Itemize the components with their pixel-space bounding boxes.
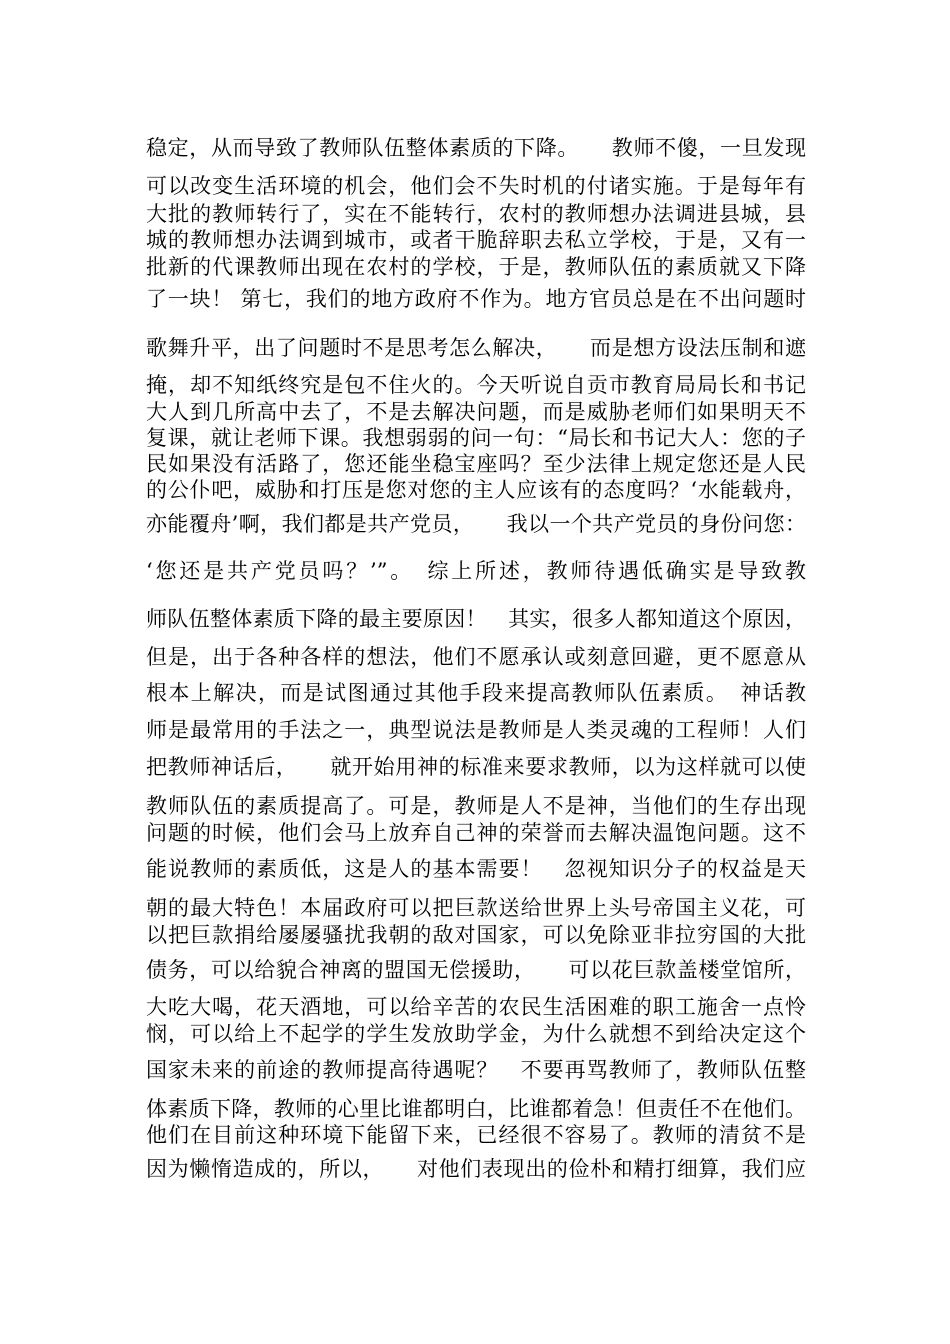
text-line: 大吃大喝，花天酒地，可以给辛苦的农民生活困难的职工施舍一点怜 <box>146 995 806 1019</box>
text-line: 但是，出于各种各样的想法，他们不愿承认或刻意回避，更不愿意从 <box>146 645 806 669</box>
text-line: 民如果没有活路了，您还能坐稳宝座吗？至少法律上规定您还是人民 <box>146 452 806 476</box>
text-line: 大批的教师转行了，实在不能转行，农村的教师想办法调进县城，县 <box>146 202 806 226</box>
text-line: 悯，可以给上不起学的学生发放助学金，为什么就想不到给决定这个 <box>146 1022 806 1046</box>
text-line: 教师队伍的素质提高了。可是，教师是人不是神，当他们的生存出现 <box>146 794 806 818</box>
text-line: 他们在目前这种环境下能留下来，已经很不容易了。教师的清贫不是 <box>146 1123 806 1147</box>
text-line: 能说教师的素质低，这是人的基本需要！ 忽视知识分子的权益是天 <box>146 857 806 881</box>
text-line: 的公仆吧，威胁和打压是您对您的主人应该有的态度吗？‘水能载舟， <box>146 478 806 502</box>
text-line: 可以改变生活环境的机会，他们会不失时机的付诸实施。于是每年有 <box>146 174 806 198</box>
text-line: 债务，可以给貌合神离的盟国无偿援助， 可以花巨款盖楼堂馆所， <box>146 958 806 982</box>
text-line: 大人到几所高中去了，不是去解决问题，而是威胁老师们如果明天不 <box>146 400 806 424</box>
text-line: 根本上解决，而是试图通过其他手段来提高教师队伍素质。 神话教 <box>146 681 806 705</box>
text-line: 亦能覆舟’啊，我们都是共产党员， 我以一个共产党员的身份问您： <box>146 512 806 536</box>
text-line: 以把巨款捐给屡屡骚扰我朝的敌对国家，可以免除亚非拉穷国的大批 <box>146 923 806 947</box>
text-line: 批新的代课教师出现在农村的学校，于是，教师队伍的素质就又下降 <box>146 255 806 279</box>
text-line: 掩，却不知纸终究是包不住火的。今天听说自贡市教育局局长和书记 <box>146 373 806 397</box>
text-line: 把教师神话后， 就开始用神的标准来要求教师，以为这样就可以使 <box>146 755 806 779</box>
text-line: 师是最常用的手法之一，典型说法是教师是人类灵魂的工程师！人们 <box>146 718 806 742</box>
text-line: 朝的最大特色！本届政府可以把巨款送给世界上头号帝国主义花，可 <box>146 896 806 920</box>
text-line: ‘您还是共产党员吗？’”。 综上所述，教师待遇低确实是导致教 <box>146 559 806 583</box>
text-line: 体素质下降，教师的心里比谁都明白，比谁都着急！但责任不在他们。 <box>146 1097 806 1121</box>
text-line: 国家未来的前途的教师提高待遇呢？ 不要再骂教师了，教师队伍整 <box>146 1058 806 1082</box>
text-line: 问题的时候，他们会马上放弃自己神的荣誉而去解决温饱问题。这不 <box>146 821 806 845</box>
text-line: 歌舞升平，出了问题时不是思考怎么解决， 而是想方设法压制和遮 <box>146 336 806 360</box>
text-line: 城的教师想办法调到城市，或者干脆辞职去私立学校，于是，又有一 <box>146 228 806 252</box>
text-line: 了一块！ 第七，我们的地方政府不作为。地方官员总是在不出问题时 <box>146 287 806 311</box>
text-line: 稳定，从而导致了教师队伍整体素质的下降。 教师不傻，一旦发现 <box>146 136 806 160</box>
text-line: 复课，就让老师下课。我想弱弱的问一句：“局长和书记大人：您的子 <box>146 426 806 450</box>
text-line: 因为懒惰造成的，所以， 对他们表现出的俭朴和精打细算，我们应 <box>146 1157 806 1181</box>
text-line: 师队伍整体素质下降的最主要原因！ 其实，很多人都知道这个原因， <box>146 607 806 631</box>
